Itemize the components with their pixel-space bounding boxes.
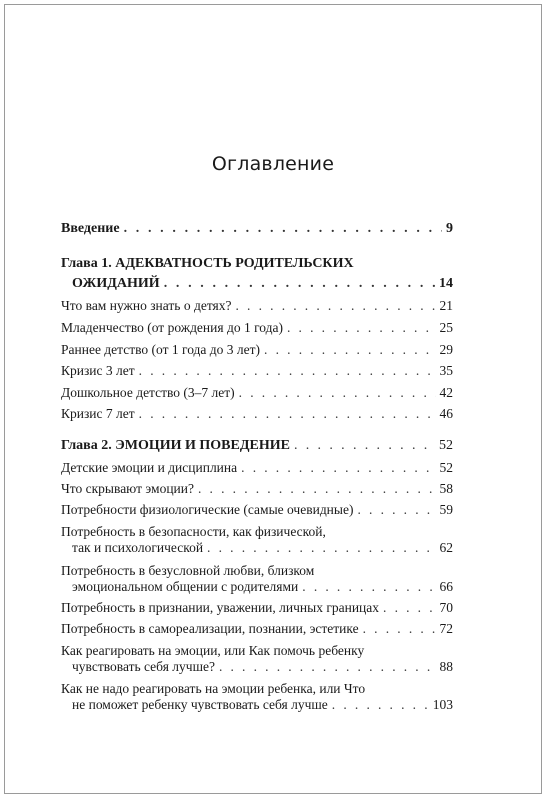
- toc-entry-label: Потребность в самореализации, познании, эстетике: [61, 621, 359, 636]
- toc-entry-label: Введение: [61, 221, 120, 236]
- dot-leader: [164, 274, 435, 294]
- toc-entry: [61, 318, 453, 338]
- toc-entry: [61, 404, 453, 424]
- dot-leader: [363, 619, 436, 639]
- toc-entry-multiline-cont: [61, 538, 453, 558]
- toc-page-number: 29: [439, 342, 453, 357]
- toc-entry-label: Кризис 3 лет: [61, 363, 135, 378]
- dot-leader: [198, 479, 436, 499]
- toc-entry-label: Младенчество (от рождения до 1 года): [61, 320, 283, 335]
- toc-entry-multiline-cont: [61, 657, 453, 677]
- toc-page-number: 14: [439, 276, 453, 291]
- toc-page-number: 66: [439, 579, 453, 594]
- dot-leader: [294, 436, 435, 456]
- toc-entry-label: Глава 1. АДЕКВАТНОСТЬ РОДИТЕЛЬСКИХ: [61, 256, 354, 271]
- toc-page-number: 9: [446, 221, 453, 236]
- toc-entry-label: не поможет ребенку чувствовать себя лучше: [72, 697, 328, 712]
- toc-entry-multiline-cont: [61, 695, 453, 715]
- dot-leader: [241, 458, 435, 478]
- toc-entry: [61, 500, 453, 520]
- toc-entry: [61, 598, 453, 618]
- toc-entry: [61, 383, 453, 403]
- toc-page-number: 25: [439, 320, 453, 335]
- toc-page-number: 103: [432, 697, 453, 712]
- page-title: Оглавление: [211, 153, 335, 175]
- toc-entry-label: Дошкольное детство (3–7 лет): [61, 385, 235, 400]
- toc-entry-label: Потребности физиологические (самые очевидные): [61, 502, 354, 517]
- toc-entry-label: так и психологической: [72, 540, 204, 555]
- toc-page-number: 42: [439, 385, 453, 400]
- toc-entry-label: Раннее детство (от 1 года до 3 лет): [61, 342, 261, 357]
- toc-entry: [61, 458, 453, 478]
- dot-leader: [357, 500, 435, 520]
- toc-entry: [61, 340, 453, 360]
- toc-chapter-1-heading-cont: [61, 274, 453, 294]
- toc-page-number: 21: [439, 298, 453, 313]
- toc-page-number: 70: [439, 600, 453, 615]
- toc-entry-label: ОЖИДАНИЙ: [72, 276, 160, 291]
- toc-page-number: 35: [439, 363, 453, 378]
- dot-leader: [302, 577, 435, 597]
- toc-entry-label: Потребность в безусловной любви, близком: [61, 563, 315, 578]
- toc-entry-label: Что скрывают эмоции?: [61, 481, 194, 496]
- dot-leader: [236, 296, 436, 316]
- toc-entry: [61, 361, 453, 381]
- dot-leader: [332, 695, 429, 715]
- toc-page-number: 52: [439, 460, 453, 475]
- toc-entry: [61, 296, 453, 316]
- toc-entry-label: Потребность в признании, уважении, личных границах: [61, 600, 380, 615]
- book-page: [4, 4, 542, 794]
- toc-page-number: 52: [439, 438, 453, 453]
- toc-entry-label: чувствовать себя лучше?: [72, 659, 215, 674]
- toc-entry-label: Глава 2. ЭМОЦИИ И ПОВЕДЕНИЕ: [61, 438, 290, 453]
- dot-leader: [139, 361, 436, 381]
- toc-entry-label: Кризис 7 лет: [61, 406, 135, 421]
- table-of-contents: [61, 5, 453, 793]
- toc-page-number: 62: [439, 540, 453, 555]
- toc-entry-label: Как не надо реагировать на эмоции ребенка, или Что: [61, 681, 366, 696]
- toc-page-number: 72: [439, 621, 453, 636]
- dot-leader: [264, 340, 435, 360]
- toc-entry: [61, 619, 453, 639]
- toc-chapter-1-heading: [61, 254, 453, 274]
- toc-entry-introduction: [61, 219, 453, 239]
- toc-page-number: 59: [439, 502, 453, 517]
- toc-entry: [61, 479, 453, 499]
- toc-chapter-2-heading: [61, 436, 453, 456]
- dot-leader: [207, 538, 435, 558]
- toc-page-number: 46: [439, 406, 453, 421]
- toc-entry-label: Как реагировать на эмоции, или Как помочь ребенку: [61, 643, 365, 658]
- toc-entry-label: Что вам нужно знать о детях?: [61, 298, 232, 313]
- toc-entry-label: эмоциональном общении с родителями: [72, 579, 299, 594]
- toc-entry-label: Потребность в безопасности, как физической,: [61, 524, 326, 539]
- dot-leader: [124, 219, 442, 239]
- toc-entry-label: Детские эмоции и дисциплина: [61, 460, 238, 475]
- dot-leader: [383, 598, 435, 618]
- dot-leader: [239, 383, 436, 403]
- dot-leader: [139, 404, 436, 424]
- dot-leader: [287, 318, 436, 338]
- dot-leader: [219, 657, 436, 677]
- toc-page-number: 88: [439, 659, 453, 674]
- toc-page-number: 58: [439, 481, 453, 496]
- toc-entry-multiline-cont: [61, 577, 453, 597]
